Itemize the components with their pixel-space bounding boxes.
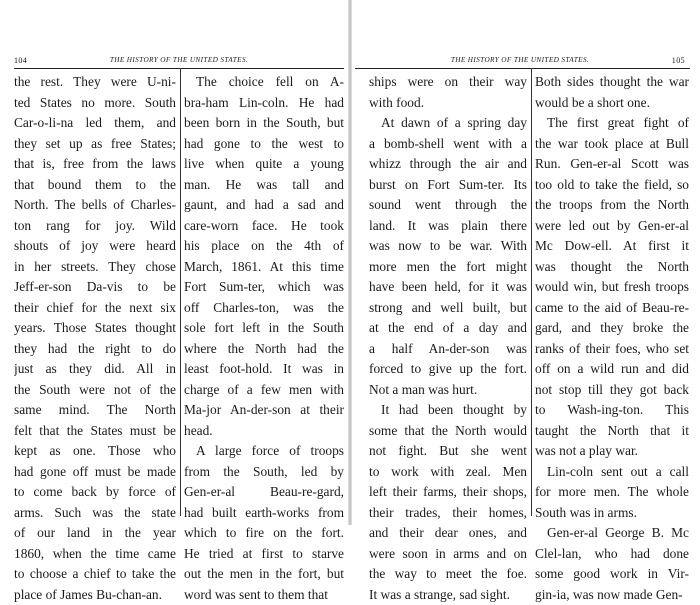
text-line: to choose a chief to take the (14, 564, 176, 585)
text-line: not stop till they got back (535, 380, 689, 401)
text-line: been born in the South, but (184, 113, 344, 134)
right-page (351, 0, 700, 525)
text-line: some good work in Vir- (535, 564, 689, 585)
text-line: Gen-er-al George B. Mc (535, 523, 689, 544)
text-line: kept as one. Those who (14, 441, 176, 462)
text-line: for more men. The whole (535, 482, 689, 503)
text-line: a bomb-shell went with a (369, 134, 527, 155)
text-line: North. The bells of Charles- (14, 195, 176, 216)
text-line: more men the fort might (369, 257, 527, 278)
text-line: gard, and they broke the (535, 318, 689, 339)
text-line: Fort Sum-ter, which was (184, 277, 344, 298)
text-line: and their dear ones, and (369, 523, 527, 544)
text-line: Ma-jor An-der-son at their (184, 400, 344, 421)
text-line: the way to meet the foe. (369, 564, 527, 585)
text-line: would win, but fresh troops (535, 277, 689, 298)
text-line: was not a play war. (535, 441, 689, 462)
text-line: of our land in the year (14, 523, 176, 544)
text-line: shouts of joy were heard (14, 236, 176, 257)
text-line: left their farms, their shops, (369, 482, 527, 503)
text-line: same mind. The North (14, 400, 176, 421)
text-line: arms. Such was the state (14, 503, 176, 524)
text-line: burst on Fort Sum-ter. Its (369, 175, 527, 196)
text-line: would be a short one. (535, 93, 689, 114)
text-line: ranks of their foes, who set (535, 339, 689, 360)
text-line: strong and well built, but (369, 298, 527, 319)
text-line: they had the right to do (14, 339, 176, 360)
left-page (0, 0, 349, 525)
text-line: from the South, led by (184, 462, 344, 483)
left-header-rule (14, 68, 344, 69)
text-line: It had been thought by (369, 400, 527, 421)
text-line: in her streets. They chose (14, 257, 176, 278)
text-line: off on a wild run and did (535, 359, 689, 380)
text-line: the troops from the North (535, 195, 689, 216)
text-line: were soon in arms and on (369, 544, 527, 565)
text-line: the war took place at Bull (535, 134, 689, 155)
text-line: to Wash-ing-ton. This (535, 400, 689, 421)
text-line: had built earth-works from (184, 503, 344, 524)
text-line: the rest. They were U-ni- (14, 72, 176, 93)
left-column-1 (14, 72, 176, 605)
text-line: Clel-lan, who had done (535, 544, 689, 565)
right-page-header (355, 56, 685, 68)
text-line: ted States no more. South (14, 93, 176, 114)
text-line: sole fort left in the South (184, 318, 344, 339)
text-line: some that the North would (369, 421, 527, 442)
text-line: off Charles-ton, was the (184, 298, 344, 319)
right-header-rule (355, 68, 690, 69)
text-line: they set up as free States; (14, 134, 176, 155)
text-line: Mc Dow-ell. At first it (535, 236, 689, 257)
text-line: Both sides thought the war (535, 72, 689, 93)
text-line: head. (184, 421, 344, 442)
text-line: bra-ham Lin-coln. He had (184, 93, 344, 114)
text-line: land. It was plain there (369, 216, 527, 237)
text-line: years. Those States thought (14, 318, 176, 339)
text-line: their trades, their homes, (369, 503, 527, 524)
text-line: gaunt, and had a sad and (184, 195, 344, 216)
text-line: charge of a few men with (184, 380, 344, 401)
text-line: too old to take the field, so (535, 175, 689, 196)
text-line: were led out by Gen-er-al (535, 216, 689, 237)
text-line: care-worn face. He took (184, 216, 344, 237)
right-column-divider (531, 68, 532, 516)
text-line: had gone to the west to (184, 134, 344, 155)
text-line: He tried at first to starve (184, 544, 344, 565)
text-line: Lin-coln sent out a call (535, 462, 689, 483)
text-line: It was a strange, sad sight. (369, 585, 527, 605)
text-line: Not a man was hurt. (369, 380, 527, 401)
left-page-header (14, 56, 344, 68)
left-page-number: 104 (14, 56, 27, 65)
text-line: The choice fell on A- (184, 72, 344, 93)
text-line: March, 1861. At this time (184, 257, 344, 278)
text-line: at the end of a day and (369, 318, 527, 339)
text-line: least foot-hold. It was in (184, 359, 344, 380)
text-line: Car-o-li-na led them, and (14, 113, 176, 134)
text-line: South was in arms. (535, 503, 689, 524)
right-page-number: 105 (672, 56, 685, 65)
text-line: ton rang for joy. Wild (14, 216, 176, 237)
text-line: not fight. But she went (369, 441, 527, 462)
text-line: place of James Bu-chan-an. (14, 585, 176, 605)
text-line: with food. (369, 93, 527, 114)
text-line: 1860, when the time came (14, 544, 176, 565)
text-line: Jeff-er-son Da-vis to be (14, 277, 176, 298)
text-line: which to fire on the fort. (184, 523, 344, 544)
text-line: The first great fight of (535, 113, 689, 134)
text-line: was thought the North (535, 257, 689, 278)
left-column-divider (180, 68, 181, 516)
text-line: ships were on their way (369, 72, 527, 93)
right-running-head: THE HISTORY OF THE UNITED STATES. (355, 56, 685, 64)
right-column-1 (369, 72, 527, 605)
left-column-2 (184, 72, 344, 605)
text-line: Gen-er-al Beau-re-gard, (184, 482, 344, 503)
left-running-head: THE HISTORY OF THE UNITED STATES. (14, 56, 344, 64)
text-line: the South were not of the (14, 380, 176, 401)
text-line: out the men in the fort, but (184, 564, 344, 585)
text-line: live when quite a young (184, 154, 344, 175)
text-line: to work with zeal. Men (369, 462, 527, 483)
text-line: forced to give up the fort. (369, 359, 527, 380)
text-line: their chief for the next six (14, 298, 176, 319)
text-line: a half An-der-son was (369, 339, 527, 360)
text-line: have been held, for it was (369, 277, 527, 298)
text-line: his place on the 4th of (184, 236, 344, 257)
text-line: came to the aid of Beau-re- (535, 298, 689, 319)
right-column-2 (535, 72, 689, 605)
text-line: sound went through the (369, 195, 527, 216)
text-line: gin-ia, was now made Gen- (535, 585, 689, 605)
text-line: to come back by force of (14, 482, 176, 503)
text-line: was now to be war. With (369, 236, 527, 257)
text-line: felt that the States must be (14, 421, 176, 442)
text-line: had gone off must be made (14, 462, 176, 483)
text-line: At dawn of a spring day (369, 113, 527, 134)
text-line: whizz through the air and (369, 154, 527, 175)
text-line: just as they did. All in (14, 359, 176, 380)
text-line: man. He was tall and (184, 175, 344, 196)
text-line: word was sent to them that (184, 585, 344, 605)
text-line: taught the North that it (535, 421, 689, 442)
text-line: A large force of troops (184, 441, 344, 462)
text-line: that is, free from the laws (14, 154, 176, 175)
text-line: that bound them to the (14, 175, 176, 196)
text-line: Run. Gen-er-al Scott was (535, 154, 689, 175)
text-line: where the North had the (184, 339, 344, 360)
